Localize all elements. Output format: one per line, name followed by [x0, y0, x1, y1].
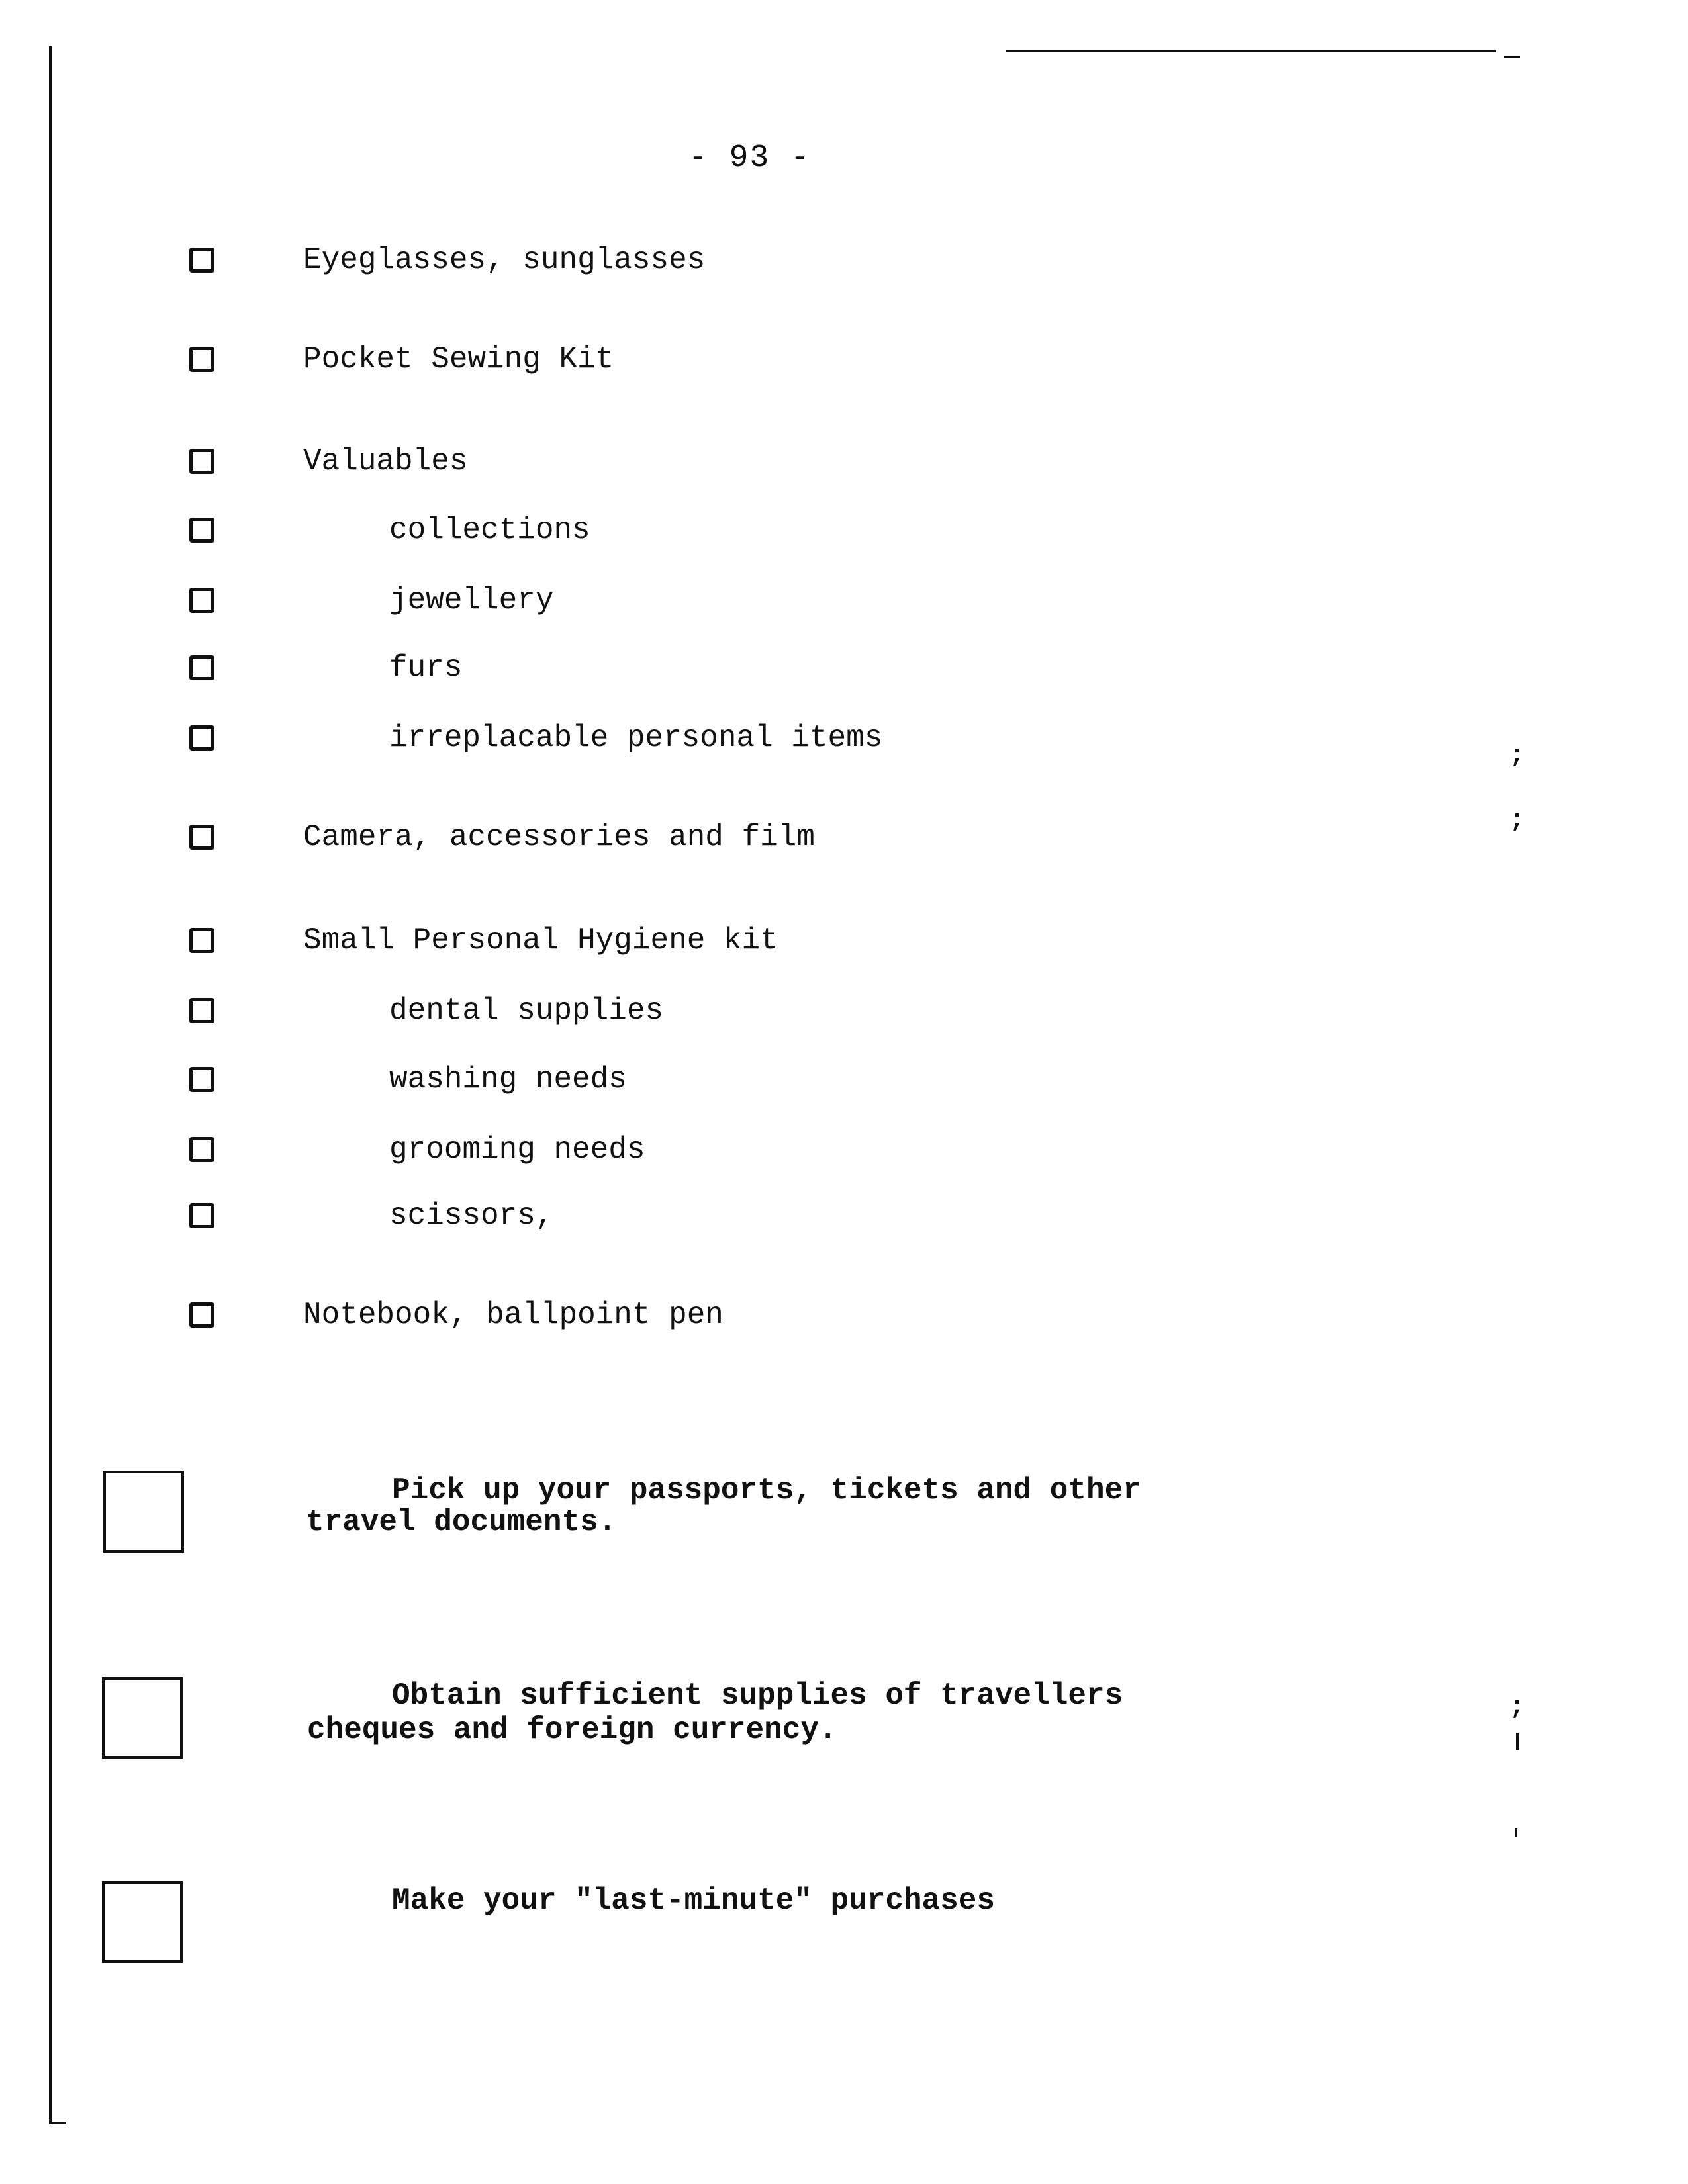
item-jewellery: jewellery	[389, 583, 554, 617]
page-number: - 93 -	[688, 140, 811, 176]
checkbox-collections[interactable]	[189, 518, 214, 543]
task-currency-line1: Obtain sufficient supplies of travellers	[392, 1678, 1123, 1713]
scan-mark	[1515, 1828, 1517, 1837]
checkbox-dental[interactable]	[189, 998, 214, 1023]
checkbox-jewellery[interactable]	[189, 588, 214, 613]
task-checkbox-currency[interactable]	[102, 1677, 183, 1759]
checkbox-eyeglasses[interactable]	[189, 248, 214, 273]
task-checkbox-purchases[interactable]	[102, 1881, 183, 1963]
scan-mark	[1516, 1733, 1519, 1750]
checkbox-sewing-kit[interactable]	[189, 347, 214, 372]
checkbox-camera[interactable]	[189, 825, 214, 850]
item-grooming: grooming needs	[389, 1132, 645, 1167]
left-margin-rule	[49, 46, 52, 2124]
item-hygiene-kit: Small Personal Hygiene kit	[303, 923, 778, 958]
item-personal-items: irreplacable personal items	[389, 721, 883, 755]
checkbox-washing[interactable]	[189, 1067, 214, 1092]
task-purchases-line1: Make your "last-minute" purchases	[392, 1884, 995, 1918]
item-dental: dental supplies	[389, 993, 664, 1028]
scan-mark: ;	[1509, 741, 1524, 770]
task-currency-line2: cheques and foreign currency.	[307, 1713, 837, 1747]
item-collections: collections	[389, 513, 590, 547]
task-documents-line1: Pick up your passports, tickets and other	[392, 1473, 1141, 1508]
scan-mark: ;	[1509, 806, 1524, 835]
checkbox-grooming[interactable]	[189, 1137, 214, 1162]
checkbox-furs[interactable]	[189, 655, 214, 680]
task-documents-line2: travel documents.	[306, 1505, 617, 1539]
checkbox-notebook[interactable]	[189, 1302, 214, 1328]
checkbox-scissors[interactable]	[189, 1203, 214, 1228]
item-eyeglasses: Eyeglasses, sunglasses	[303, 243, 706, 277]
item-valuables: Valuables	[303, 444, 468, 478]
item-scissors: scissors,	[389, 1199, 554, 1233]
checkbox-personal-items[interactable]	[189, 725, 214, 751]
item-camera: Camera, accessories and film	[303, 820, 815, 854]
task-checkbox-documents[interactable]	[103, 1471, 184, 1553]
scan-mark: ;	[1509, 1693, 1524, 1721]
bottom-left-tick	[49, 2122, 66, 2124]
checkbox-hygiene-kit[interactable]	[189, 928, 214, 953]
top-right-dash	[1504, 56, 1520, 58]
item-furs: furs	[389, 651, 463, 685]
checkbox-valuables[interactable]	[189, 449, 214, 474]
item-notebook: Notebook, ballpoint pen	[303, 1298, 724, 1332]
item-washing: washing needs	[389, 1062, 627, 1097]
top-right-rule	[1006, 50, 1496, 52]
item-sewing-kit: Pocket Sewing Kit	[303, 342, 614, 377]
